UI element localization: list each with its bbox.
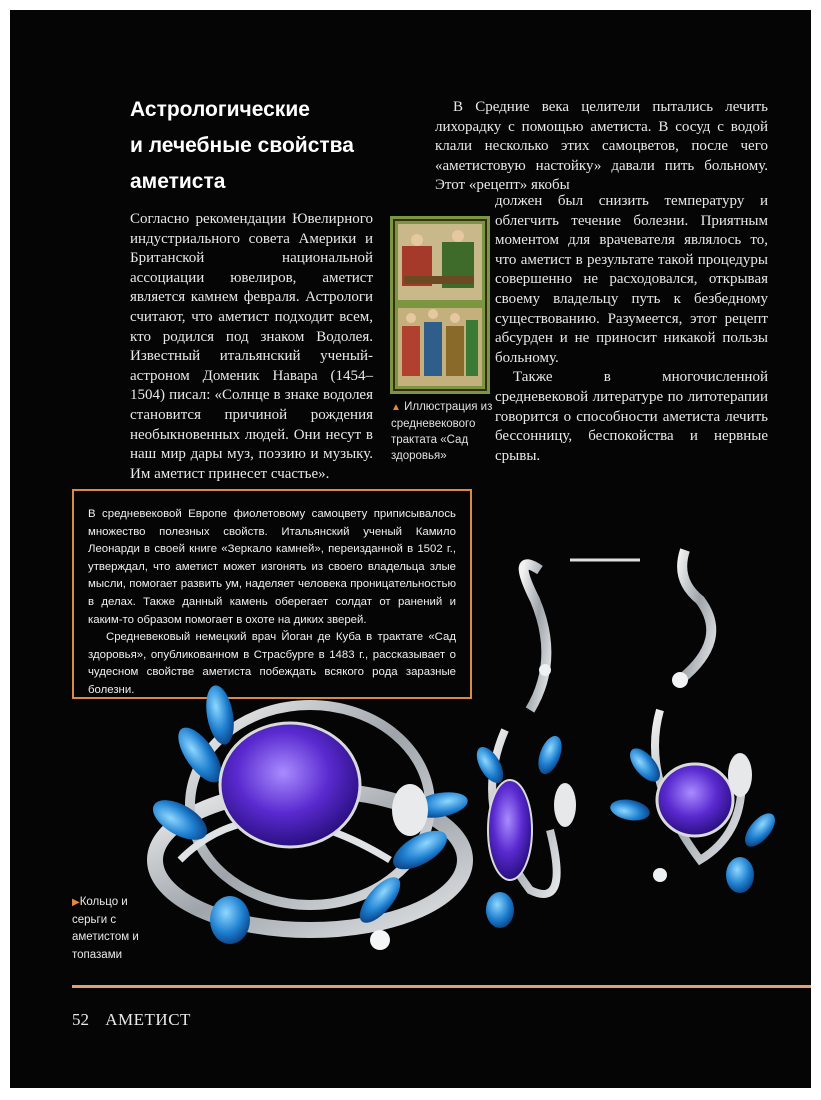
photo-caption [72,894,162,964]
right-paragraph-1-start: В Средние века целители пытались лечить лихорадку с помощью аметиста. В сосуд с водой клали несколько этих самоцветов, после чего «аметистовую настойку» давали пить больному. Этот «рецепт» якобы [435,99,768,194]
sidebar-paragraph-1: В средневековой Европе фиолетовому самоцвету приписывалось множество полезных свойств. Итальянский ученый Камило Леонарди в своей книге «Зеркало камней», переизданной в 1502 г., утверждал, что аметист может изгонять из своего владельца злые мысли, помогает развить ум, наделяет человека проницательностью в делах. Также данный камень оберегает солдат от ранений и каким-то образом помогает в охоте на диких зверей. [88,508,456,626]
article-title [130,92,410,200]
jewelry-photo [140,530,800,970]
title-line-2: и лечебные свойства [130,134,354,157]
page-number: 52 [72,1010,89,1029]
title-line-1: Астрологические [130,98,310,121]
section-name: АМЕТИСТ [105,1010,191,1029]
left-column [130,210,373,484]
earring-left-image [471,560,640,928]
book-page [10,10,811,1088]
illustration-caption-text: Иллюстрация из средневекового трактата «Сад здоровья» [391,401,493,462]
ring-image [147,683,470,950]
illustration-caption [391,399,501,464]
right-column-top [435,98,768,196]
photo-caption-text: Кольцо и серьги с аметистом и топазами [72,896,139,961]
left-column-paragraph: Согласно рекомендации Ювелирного индустриального совета Америки и Британской национальной ассоциации ювелиров, аметист является камнем февраля. Астрологи считают, что аметист подходит всем, кто родился под знаком Водолея. Известный итальянский ученый-астроном Доменик Навара (1454–1504) писал: «Солнце в знаке водолея становится причиной рождения необыкновенных людей. Они несут в наш мир дары муз, поэзию и музыку. Им аметист принесет счастье». [130,211,373,482]
earring-right-image [609,550,781,893]
right-paragraph-2: Также в многочисленной средневековой литературе по литотерапии говорится о способности аметиста лечить бессонницу, беспокойства и нервные срывы. [495,369,768,464]
right-paragraph-1-continued: должен был снизить температуру и облегчить течение болезни. Приятным моментом для врачевателя являлось то, что аметист в результате такой процедуры совершенно не расходовался, открывая своему владельцу путь к безбедному существованию. Разумеется, этот рецепт абсурден и не приносит никакой пользы больному. [495,193,768,366]
triangle-up-icon: ▲ [391,402,401,413]
title-line-3: аметиста [130,170,226,193]
footer-rule [72,985,811,988]
right-column-lower [495,192,768,466]
page-footer [72,1010,191,1030]
triangle-right-icon: ▶ [72,897,80,908]
sidebar-paragraph-2: Средневековый немецкий врач Йоган де Куба в трактате «Сад здоровья», опубликованном в Страсбурге в 1483 г., рассказывает о чудесном свойстве аметиста побеждать всякого рода заразные болезни. [88,631,456,696]
medieval-illustration [390,216,490,394]
